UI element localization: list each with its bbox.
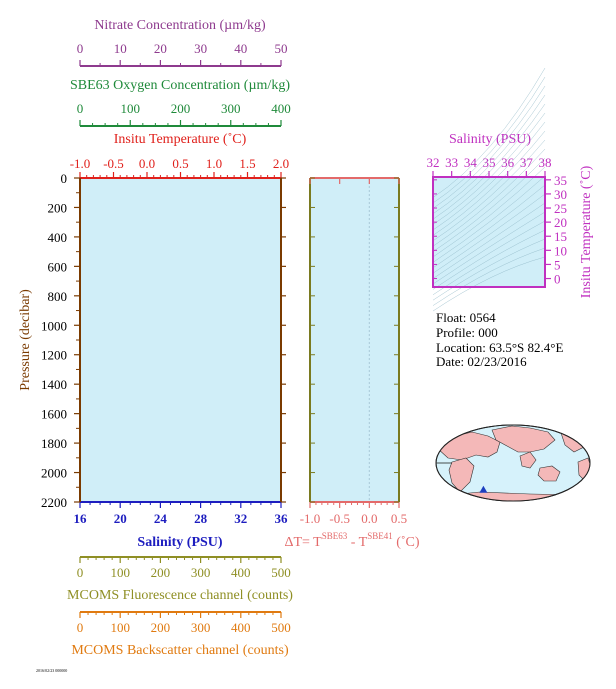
fluorescence-axis-tick-label: 300 xyxy=(190,565,211,580)
ts-x-tick-label: 38 xyxy=(538,155,552,170)
nitrate-axis-tick-label: 20 xyxy=(153,41,167,56)
fluorescence-axis-title: MCOMS Fluorescence channel (counts) xyxy=(67,588,293,603)
pressure-tick-label: 2000 xyxy=(41,465,67,481)
salinity-axis-tick-label: 16 xyxy=(73,511,87,526)
ts-x-tick-label: 34 xyxy=(463,155,477,170)
pressure-tick-label: 1800 xyxy=(41,436,67,452)
oxygen-axis-tick-label: 100 xyxy=(120,101,140,116)
ts-plot-area xyxy=(433,177,545,287)
pressure-tick-label: 2200 xyxy=(41,495,67,510)
nitrate-axis-tick-label: 30 xyxy=(194,41,208,56)
fluorescence-axis-tick-label: 400 xyxy=(231,565,251,580)
temperature-axis-tick-label: 1.5 xyxy=(239,156,256,171)
ts-x-tick-label: 36 xyxy=(501,155,515,170)
pressure-tick-label: 800 xyxy=(47,288,67,304)
salinity-axis-tick-label: 36 xyxy=(274,511,288,526)
backscatter-axis xyxy=(71,612,290,658)
pressure-tick-label: 200 xyxy=(47,200,67,216)
ts-salinity-title: Salinity (PSU) xyxy=(448,132,532,147)
backscatter-axis-tick-label: 300 xyxy=(190,620,211,635)
salinity-axis-tick-label: 20 xyxy=(113,511,127,526)
delta-t-panel xyxy=(284,178,419,550)
ts-temperature-title: Insitu Temperature (˚C) xyxy=(579,165,594,299)
oxygen-axis-tick-label: 200 xyxy=(170,101,191,116)
salinity-axis-title: Salinity (PSU) xyxy=(137,535,223,550)
nitrate-axis xyxy=(77,18,288,66)
location: Location: 63.5°S 82.4°E xyxy=(436,340,564,355)
delta-t-axis-tick-label: 0.0 xyxy=(361,511,378,526)
ts-x-tick-label: 37 xyxy=(519,155,533,170)
ts-x-tick-label: 33 xyxy=(445,155,459,170)
delta-t-axis-tick-label: 0.5 xyxy=(390,511,408,526)
salinity-axis-tick-label: 24 xyxy=(153,511,167,526)
pressure-tick-label: 1200 xyxy=(41,347,67,363)
temperature-axis-tick-label: -1.0 xyxy=(69,156,91,171)
pressure-tick-label: 1000 xyxy=(41,318,67,334)
pressure-tick-label: 400 xyxy=(47,229,67,245)
salinity-axis-tick-label: 28 xyxy=(194,511,208,526)
ts-y-tick-label: 25 xyxy=(554,201,567,217)
salinity-axis-tick-label: 32 xyxy=(234,511,248,526)
fluorescence-axis-tick-label: 0 xyxy=(76,565,84,580)
delta-t-axis-title: $\Delta T= T^{SBE63} - T^{SBE41}$ (˚C) xyxy=(284,531,420,550)
profile-number: Profile: 000 xyxy=(436,325,498,340)
backscatter-axis-tick-label: 100 xyxy=(110,620,130,635)
ts-y-tick-label: 10 xyxy=(554,243,567,259)
profile-panel xyxy=(41,156,289,526)
oxygen-axis-tick-label: 400 xyxy=(271,101,291,116)
pressure-tick-label: 1600 xyxy=(41,406,67,422)
date: Date: 02/23/2016 xyxy=(436,354,527,369)
location-map xyxy=(436,418,592,505)
temperature-axis-tick-label: 1.0 xyxy=(205,156,223,171)
ts-y-tick-label: 15 xyxy=(554,229,567,245)
footer-tag: 2016/02/23 000000 xyxy=(36,668,68,673)
delta-t-axis-tick-label: -0.5 xyxy=(329,511,350,526)
float-info xyxy=(436,310,563,369)
temperature-axis-title: Insitu Temperature (˚C) xyxy=(113,132,247,147)
pressure-axis-title: Pressure (decibar) xyxy=(18,289,33,391)
ts-y-tick-label: 0 xyxy=(554,271,561,287)
nitrate-axis-tick-label: 50 xyxy=(274,41,288,56)
temperature-axis-tick-label: 0.5 xyxy=(172,156,189,171)
ts-x-tick-label: 35 xyxy=(482,155,496,170)
temperature-axis-tick-label: 0.0 xyxy=(138,156,156,171)
delta-t-plot-area xyxy=(310,178,399,502)
pressure-tick-label: 600 xyxy=(47,259,67,275)
fluorescence-axis-tick-label: 200 xyxy=(150,565,171,580)
nitrate-axis-tick-label: 0 xyxy=(76,41,84,56)
oxygen-axis-tick-label: 300 xyxy=(221,101,241,116)
backscatter-axis-tick-label: 200 xyxy=(150,620,171,635)
nitrate-axis-tick-label: 10 xyxy=(113,41,127,56)
delta-t-axis-tick-label: -1.0 xyxy=(299,511,321,526)
profile-plot-area xyxy=(80,178,281,502)
pressure-tick-label: 1400 xyxy=(41,377,67,393)
ts-diagram xyxy=(427,68,595,311)
fluorescence-axis-tick-label: 100 xyxy=(110,565,130,580)
float-id: Float: 0564 xyxy=(436,310,496,325)
pressure-tick-label: 0 xyxy=(60,171,67,186)
oxygen-axis xyxy=(70,78,291,126)
nitrate-axis-title: Nitrate Concentration (µm/kg) xyxy=(94,18,266,33)
temperature-axis-tick-label: -0.5 xyxy=(103,156,124,171)
temperature-axis-tick-label: 2.0 xyxy=(272,156,290,171)
oxygen-axis-title: SBE63 Oxygen Concentration (µm/kg) xyxy=(70,78,290,93)
backscatter-axis-tick-label: 0 xyxy=(76,620,84,635)
backscatter-axis-title: MCOMS Backscatter channel (counts) xyxy=(71,643,289,658)
ts-y-tick-label: 20 xyxy=(554,215,567,231)
backscatter-axis-tick-label: 500 xyxy=(271,620,291,635)
backscatter-axis-tick-label: 400 xyxy=(231,620,251,635)
nitrate-axis-tick-label: 40 xyxy=(234,41,248,56)
ts-y-tick-label: 30 xyxy=(554,186,567,202)
oxygen-axis-tick-label: 0 xyxy=(76,101,84,116)
ts-y-tick-label: 5 xyxy=(554,257,561,273)
ts-x-tick-label: 32 xyxy=(426,155,440,170)
ts-y-tick-label: 35 xyxy=(554,172,567,188)
fluorescence-axis-tick-label: 500 xyxy=(271,565,291,580)
fluorescence-axis xyxy=(67,557,293,603)
